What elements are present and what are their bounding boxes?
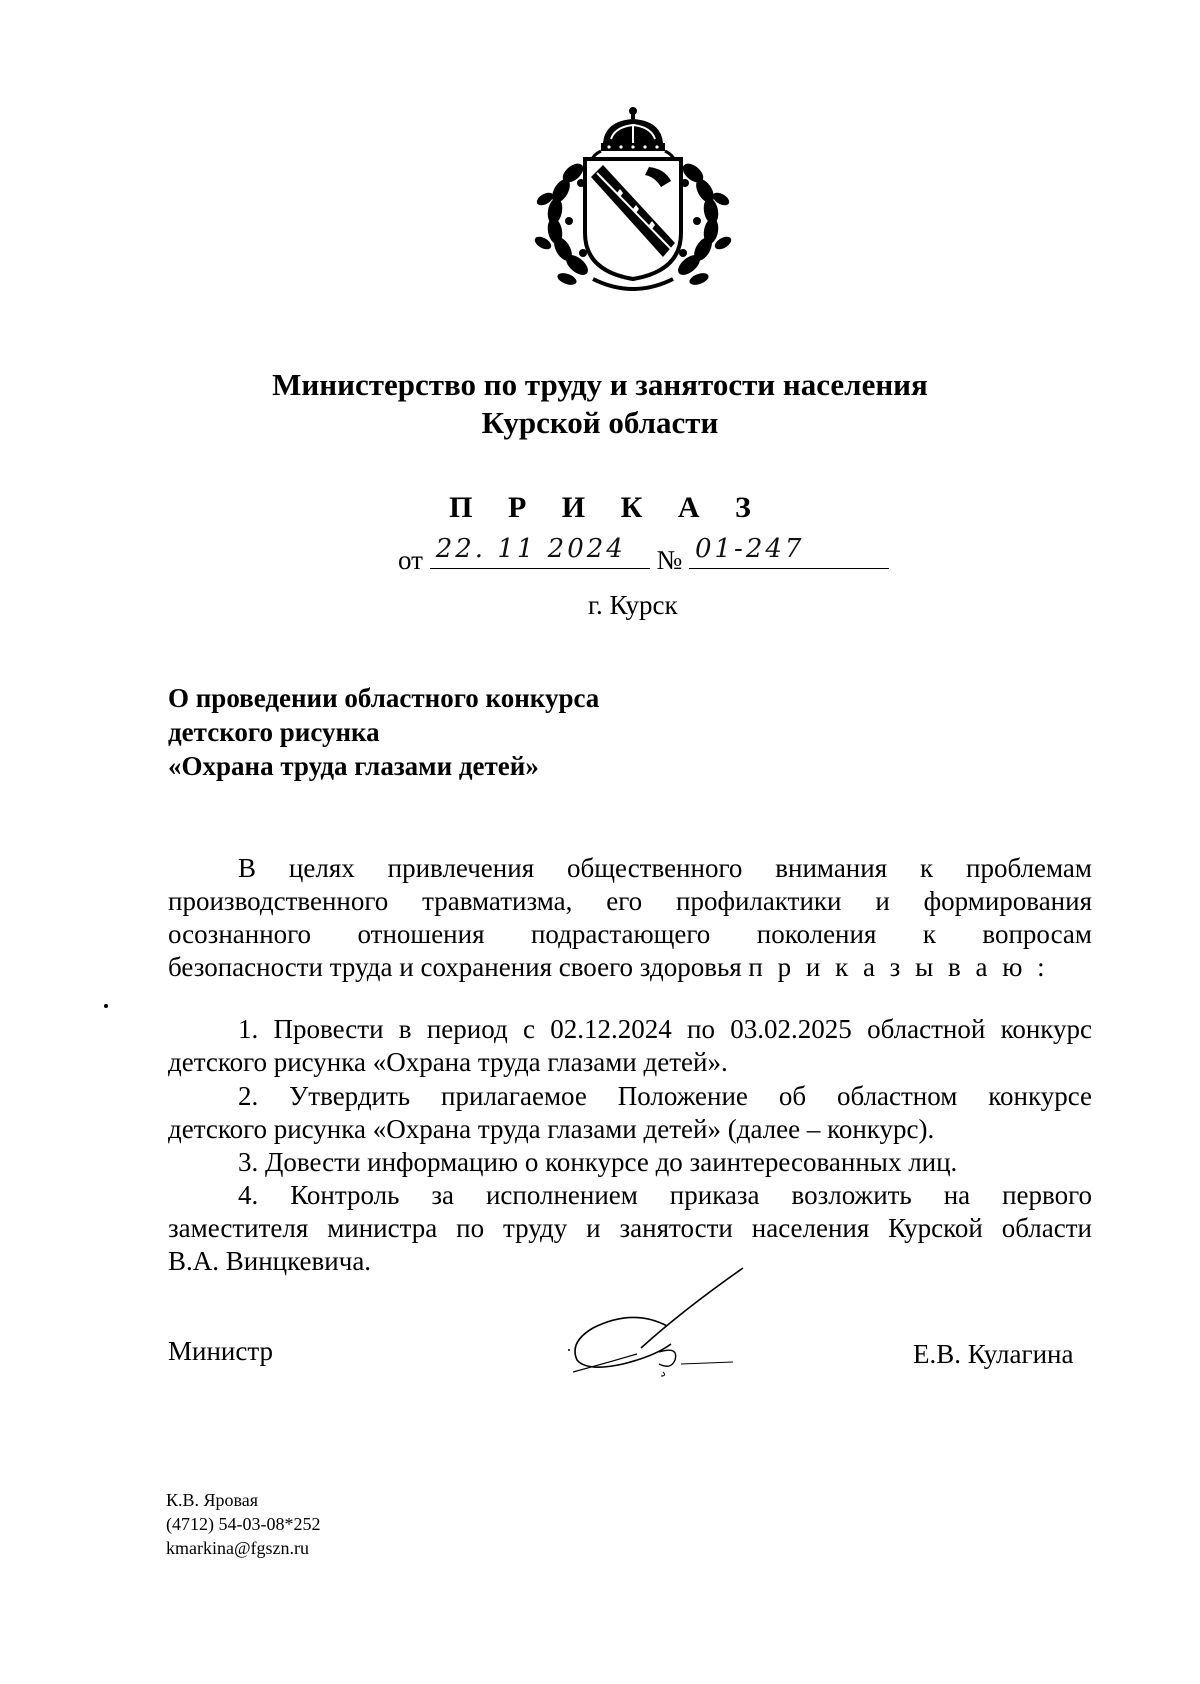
oak-wreath-right-icon xyxy=(675,160,733,287)
number-field xyxy=(689,534,889,569)
preamble-line3: осознанного отношения подрастающего поколения к вопросам xyxy=(168,919,1092,949)
ministry-name-line1: Министерство по труду и занятости населения xyxy=(272,367,928,402)
signatory-name: Е.В. Кулагина xyxy=(913,1339,1074,1369)
item2-line1: 2. Утвердить прилагаемое Положение об областном конкурсе xyxy=(238,1081,1092,1111)
city-line: г. Курск xyxy=(588,590,678,620)
shield-icon xyxy=(585,159,681,279)
executor-name: К.В. Яровая xyxy=(166,1490,259,1510)
handwritten-signature xyxy=(563,1260,773,1380)
item1-line1: 1. Провести в период с 02.12.2024 по 03.02.2025 областной конкурс xyxy=(238,1014,1092,1044)
order-word: п р и к а з ы в а ю : xyxy=(748,952,1049,982)
date-field xyxy=(430,534,650,569)
scan-speck xyxy=(104,1004,108,1008)
date-number-line xyxy=(398,534,889,576)
item4-line1: 4. Контроль за исполнением приказа возложить на первого xyxy=(238,1180,1092,1210)
subject-line1: О проведении областного конкурса xyxy=(168,683,600,713)
preamble-line4-text: безопасности труда и сохранения своего здоровья xyxy=(168,952,742,982)
item1-line2: детского рисунка «Охрана труда глазами детей». xyxy=(168,1047,728,1077)
executor-phone: (4712) 54-03-08*252 xyxy=(166,1514,321,1534)
subject-line2: детского рисунка xyxy=(168,717,380,747)
preamble-line4 xyxy=(168,951,1092,984)
signatory-title: Министр xyxy=(168,1336,273,1366)
handwritten-date: 22. 11 2024 xyxy=(435,534,626,564)
crown-icon xyxy=(601,107,665,151)
number-prefix: № xyxy=(656,545,683,575)
item4-line2: заместителя министра по труду и занятости населения Курской области xyxy=(168,1213,1092,1243)
item3-line1: 3. Довести информацию о конкурсе до заинтересованных лиц. xyxy=(238,1147,958,1177)
item4-line3: В.А. Винцкевича. xyxy=(168,1246,372,1276)
preamble-line2: производственного травматизма, его профилактики и формирования xyxy=(168,886,1092,916)
item2-line2: детского рисунка «Охрана труда глазами детей» (далее – конкурс). xyxy=(168,1114,935,1144)
date-prefix: от xyxy=(398,545,423,575)
executor-email: kmarkina@fgszn.ru xyxy=(166,1538,310,1558)
coat-of-arms-emblem-icon xyxy=(533,103,733,293)
oak-wreath-left-icon xyxy=(533,160,591,287)
ministry-name-line2: Курской области xyxy=(481,405,719,440)
document-type-title: П Р И К А З xyxy=(449,491,765,524)
preamble-line1: В целях привлечения общественного внимания к проблемам xyxy=(238,853,1092,883)
subject-line3: «Охрана труда глазами детей» xyxy=(168,751,539,781)
handwritten-number: 01-247 xyxy=(694,534,805,564)
